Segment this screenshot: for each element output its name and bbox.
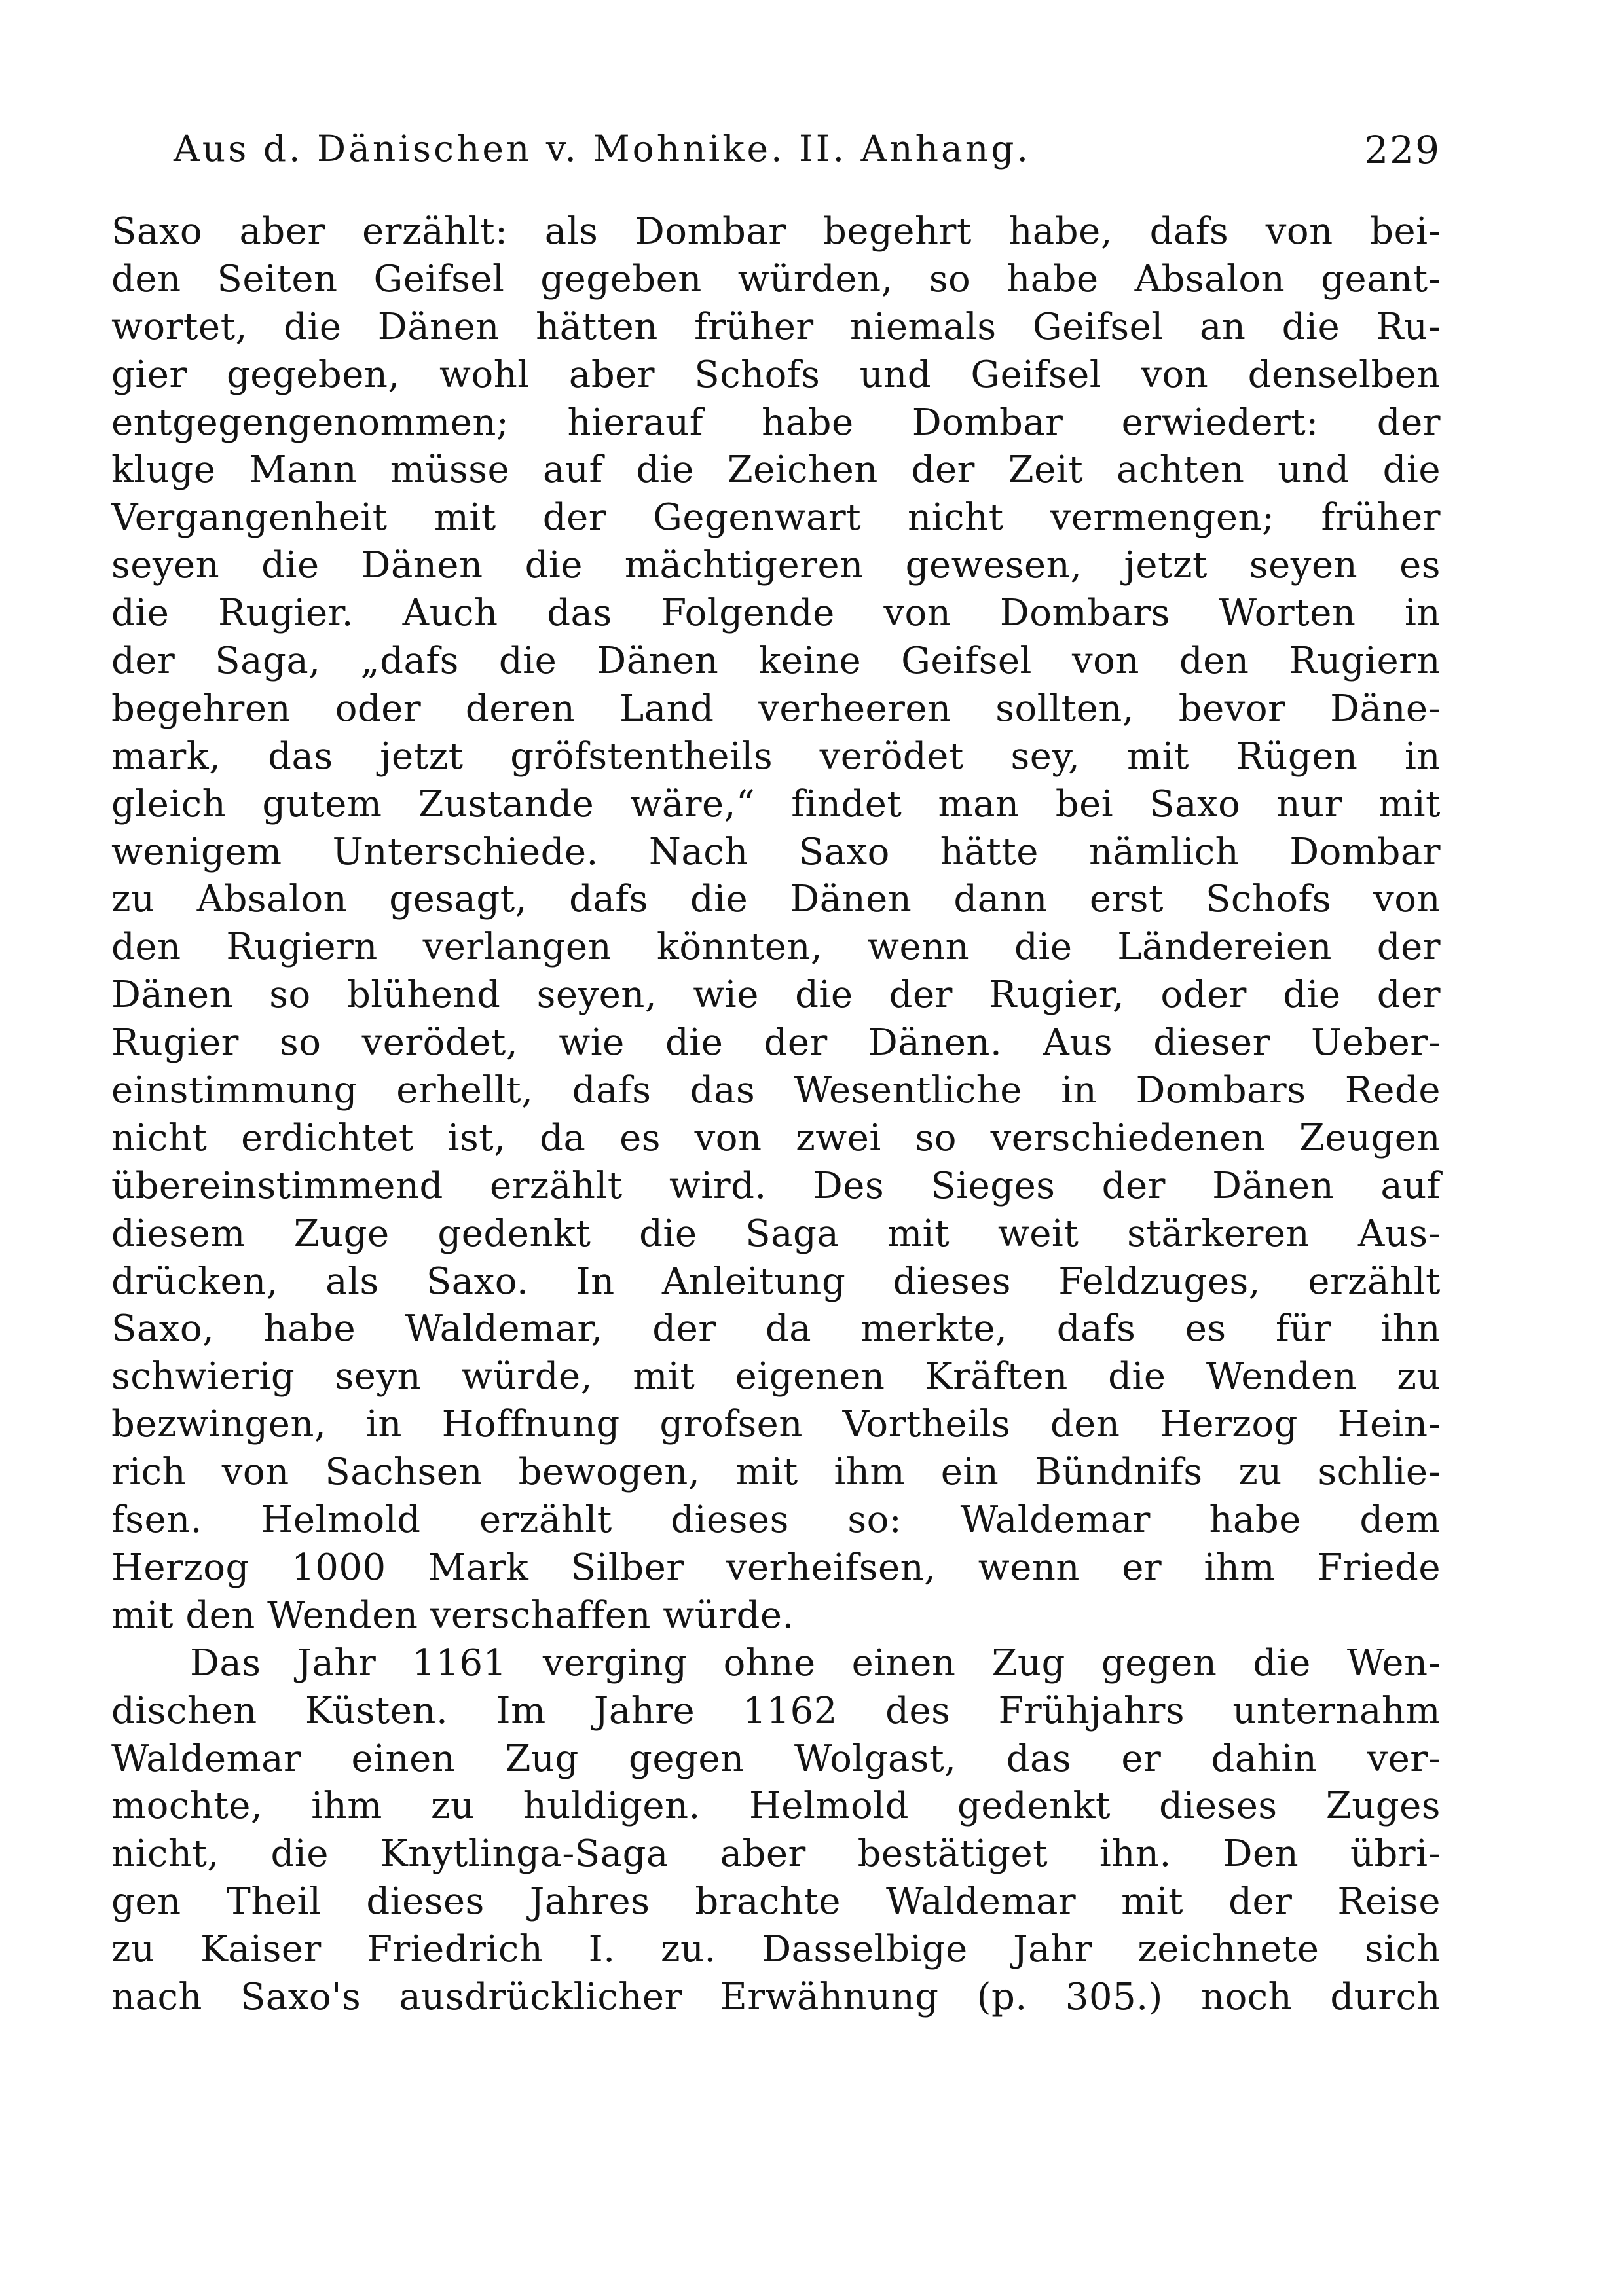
text-line: Herzog 1000 Mark Silber verheifsen, wenn er ihm Friede: [111, 1546, 1441, 1589]
text-line: schwierig seyn würde, mit eigenen Kräften die Wenden zu: [111, 1355, 1441, 1398]
text-line: Saxo aber erzählt: als Dombar begehrt habe, dafs von bei-: [111, 210, 1441, 253]
text-line: kluge Mann müsse auf die Zeichen der Zeit achten und die: [111, 448, 1441, 492]
text-line: nicht, die Knytlinga-Saga aber bestätiget ihn. Den übri-: [111, 1832, 1441, 1876]
text-line: fsen. Helmold erzählt dieses so: Waldemar habe dem: [111, 1499, 1441, 1542]
body-text: [111, 208, 1441, 2022]
text-line: wenigem Unterschiede. Nach Saxo hätte nämlich Dombar: [111, 830, 1441, 873]
text-line: zu Absalon gesagt, dafs die Dänen dann erst Schofs von: [111, 878, 1441, 921]
text-line: dischen Küsten. Im Jahre 1162 des Frühjahrs unternahm: [111, 1689, 1441, 1732]
text-line: einstimmung erhellt, dafs das Wesentliche in Dombars Rede: [111, 1069, 1441, 1112]
text-line: den Rugiern verlangen könnten, wenn die Ländereien der: [111, 926, 1441, 969]
text-line: mark, das jetzt gröfstentheils verödet sey, mit Rügen in: [111, 735, 1441, 778]
running-head: Aus d. Dänischen v. Mohnike. II. Anhang.: [174, 128, 1031, 170]
text-line: nach Saxo's ausdrücklicher Erwähnung (p. 305.) noch durch: [111, 1975, 1441, 2018]
text-line: gleich gutem Zustande wäre,“ findet man bei Saxo nur mit: [111, 782, 1441, 826]
paragraph-end-line: mit den Wenden verschaffen würde.: [111, 1594, 794, 1637]
text-line: gen Theil dieses Jahres brachte Waldemar mit der Reise: [111, 1880, 1441, 1923]
text-line: Dänen so blühend seyen, wie die der Rugier, oder die der: [111, 974, 1441, 1017]
paragraph-start-line: Das Jahr 1161 verging ohne einen Zug gegen die Wen-: [190, 1641, 1441, 1685]
page-header: [111, 128, 1441, 180]
text-line: die Rugier. Auch das Folgende von Dombars Worten in: [111, 592, 1441, 635]
text-line: den Seiten Geifsel gegeben würden, so habe Absalon geant-: [111, 257, 1441, 301]
text-line: begehren oder deren Land verheeren sollten, bevor Däne-: [111, 687, 1441, 730]
text-line: seyen die Dänen die mächtigeren gewesen, jetzt seyen es: [111, 544, 1441, 587]
text-line: mochte, ihm zu huldigen. Helmold gedenkt dieses Zuges: [111, 1785, 1441, 1828]
text-line: entgegengenommen; hierauf habe Dombar erwiedert: der: [111, 401, 1441, 444]
text-line: wortet, die Dänen hätten früher niemals Geifsel an die Ru-: [111, 305, 1441, 348]
text-line: gier gegeben, wohl aber Schofs und Geifsel von denselben: [111, 353, 1441, 396]
text-line: nicht erdichtet ist, da es von zwei so verschiedenen Zeugen: [111, 1116, 1441, 1159]
text-line: rich von Sachsen bewogen, mit ihm ein Bündnifs zu schlie-: [111, 1451, 1441, 1494]
page-number: 229: [1364, 128, 1441, 172]
text-line: Waldemar einen Zug gegen Wolgast, das er dahin ver-: [111, 1737, 1441, 1780]
text-line: diesem Zuge gedenkt die Saga mit weit stärkeren Aus-: [111, 1212, 1441, 1255]
text-line: zu Kaiser Friedrich I. zu. Dasselbige Jahr zeichnete sich: [111, 1928, 1441, 1971]
text-line: Rugier so verödet, wie die der Dänen. Aus dieser Ueber-: [111, 1021, 1441, 1065]
text-line: übereinstimmend erzählt wird. Des Sieges der Dänen auf: [111, 1164, 1441, 1207]
text-line: Vergangenheit mit der Gegenwart nicht vermengen; früher: [111, 496, 1441, 539]
text-line: bezwingen, in Hoffnung grofsen Vortheils den Herzog Hein-: [111, 1403, 1441, 1446]
text-line: Saxo, habe Waldemar, der da merkte, dafs es für ihn: [111, 1307, 1441, 1351]
text-line: drücken, als Saxo. In Anleitung dieses Feldzuges, erzählt: [111, 1260, 1441, 1303]
text-line: der Saga, „dafs die Dänen keine Geifsel von den Rugiern: [111, 640, 1441, 683]
